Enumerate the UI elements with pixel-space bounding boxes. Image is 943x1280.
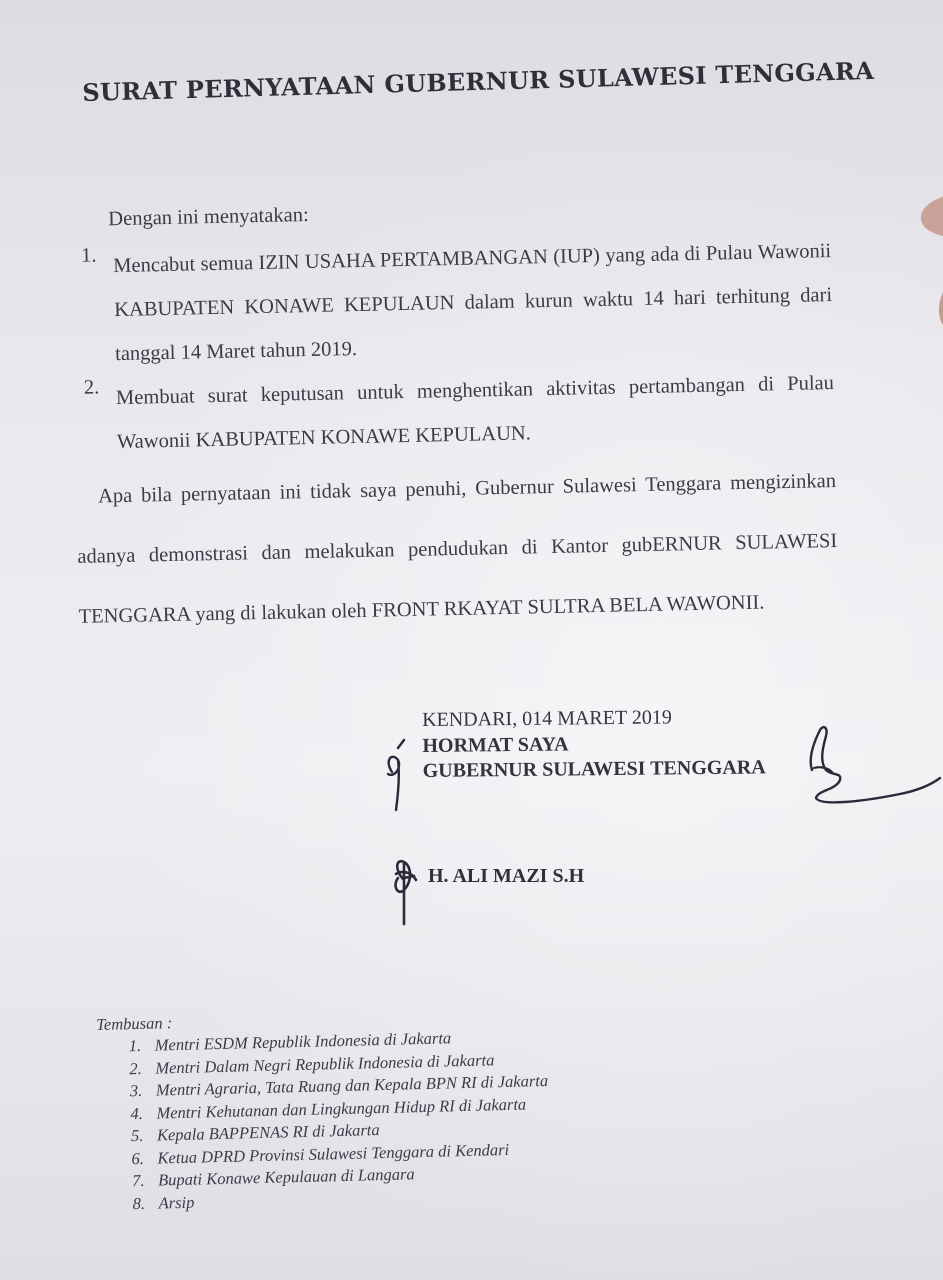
- statement-item-number: 1.: [80, 244, 97, 267]
- statement-item-number: 2.: [83, 376, 100, 399]
- regards: HORMAT SAYA: [422, 733, 569, 757]
- list-item-number: 7.: [131, 1170, 145, 1191]
- statement-item-text: Membuat surat keputusan untuk menghentikan aktivitas pertambangan di Pulau Wawonii KABUPATEN KONAWE KEPULAUN.: [115, 372, 835, 454]
- list-item-number: 8.: [132, 1193, 146, 1213]
- list-item-number: 2.: [129, 1058, 142, 1078]
- list-item-number: 1.: [128, 1035, 142, 1056]
- list-item-number: 4.: [130, 1103, 144, 1123]
- carbon-copy-section: [96, 1003, 551, 1216]
- list-item-number: 3.: [129, 1080, 143, 1101]
- statement-intro: Dengan ini menyatakan:: [108, 204, 309, 231]
- list-item-number: 6.: [131, 1148, 145, 1168]
- list-item-text: Mentri Kehutanan dan Lingkungan Hidup RI di Jakarta: [156, 1094, 527, 1123]
- statement-item-text: Mencabut semua IZIN USAHA PERTAMBANGAN (IUP) yang ada di Pulau Wawonii KABUPATEN KONAWE KEPULAUN dalam kurun waktu 14 hari terhitung dari tanggal 14 Maret tahun 2019.: [113, 240, 833, 366]
- carbon-copy-label: Tembusan :: [96, 1013, 173, 1034]
- list-item-text: Ketua DPRD Provinsi Sulawesi Tenggara di Kendari: [157, 1139, 510, 1168]
- signer-position: GUBERNUR SULAWESI TENGGARA: [422, 756, 766, 782]
- paraf-initial-mark: [388, 740, 404, 810]
- list-item-text: Mentri ESDM Republik Indonesia di Jakarta: [154, 1028, 452, 1055]
- list-item-text: Arsip: [158, 1192, 195, 1213]
- signature-flourish: [811, 727, 940, 802]
- list-item-text: Kepala BAPPENAS RI di Jakarta: [156, 1120, 380, 1145]
- document-title: SURAT PERNYATAAN GUBERNUR SULAWESI TENGGARA: [82, 55, 875, 107]
- list-item-text: Mentri Agraria, Tata Ruang dan Kepala BPN RI di Jakarta: [155, 1070, 549, 1100]
- place-date: KENDARI, 014 MARET 2019: [422, 706, 672, 731]
- list-item-number: 5.: [130, 1125, 144, 1146]
- statement-closing: Apa bila pernyataan ini tidak saya penuhi, Gubernur Sulawesi Tenggara mengizinkan adanya demonstrasi dan melakukan pendudukan di Kantor gubERNUR SULAWESI TENGGARA yang di lakukan oleh FRONT RKAYAT SULTRA BELA WAWONII.: [77, 470, 838, 628]
- list-item-text: Mentri Dalam Negri Republik Indonesia di Jakarta: [155, 1049, 495, 1078]
- paraf-signer-mark: [396, 861, 416, 924]
- carbon-copy-list: [129, 1025, 552, 1215]
- list-item-text: Bupati Konawe Kepulauan di Langara: [157, 1164, 415, 1190]
- signer-name: H. ALI MAZI S.H: [428, 865, 585, 887]
